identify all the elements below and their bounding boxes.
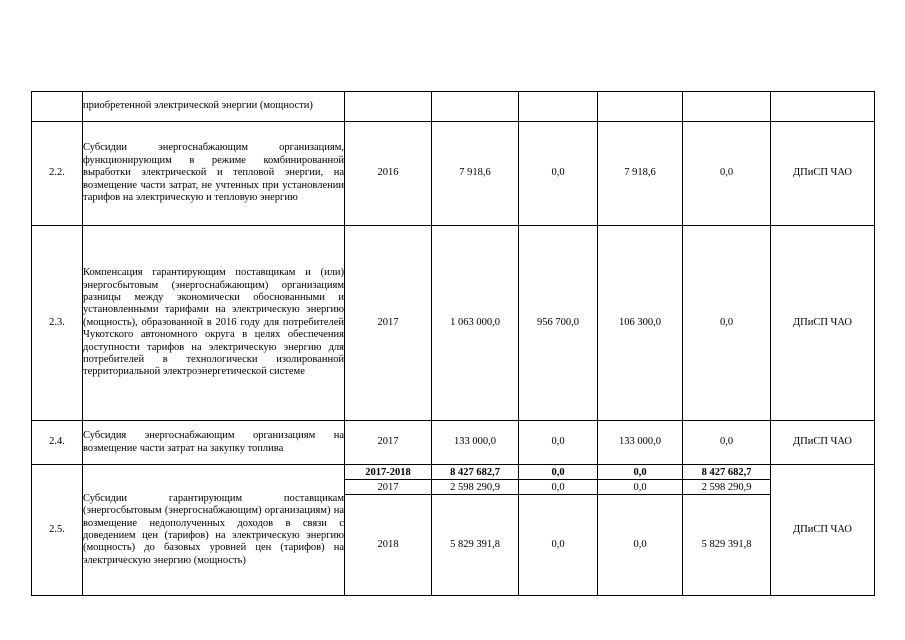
subrow-total: 8 427 682,7 (432, 465, 519, 480)
subrow-col2: 0,0 (519, 465, 598, 480)
table-row (32, 122, 875, 226)
subrow-year: 2017 (345, 480, 432, 495)
subrow-total: 2 598 290,9 (432, 480, 519, 495)
row-executor (771, 92, 875, 122)
subrow-col4: 5 829 391,8 (683, 495, 771, 596)
subrow-col3: 0,0 (598, 465, 683, 480)
row-col3 (598, 92, 683, 122)
row-number: 2.5. (32, 465, 83, 596)
subrow-col4: 2 598 290,9 (683, 480, 771, 495)
row-total: 133 000,0 (432, 421, 519, 465)
subrow-total: 5 829 391,8 (432, 495, 519, 596)
row-description: Субсидии гарантирующим поставщикам (энергосбытовым (энергоснабжающим) организациям) на возмещение недополученных доходов в связи с доведением цен (тарифов) на электрическую энергию (мощность) до базовых уровней цен (тарифов) на электрическую энергию (мощность) (83, 465, 345, 596)
subrow-year: 2017-2018 (345, 465, 432, 480)
row-col4 (683, 92, 771, 122)
subrow-year: 2018 (345, 495, 432, 596)
program-table (31, 91, 875, 596)
row-total: 1 063 000,0 (432, 226, 519, 421)
row-col4: 0,0 (683, 421, 771, 465)
row-number (32, 92, 83, 122)
subrow-col2: 0,0 (519, 480, 598, 495)
row-col2: 956 700,0 (519, 226, 598, 421)
row-year: 2016 (345, 122, 432, 226)
table-row (32, 92, 875, 122)
row-col2 (519, 92, 598, 122)
subrow-col2: 0,0 (519, 495, 598, 596)
row-col4: 0,0 (683, 122, 771, 226)
table-row (32, 465, 875, 480)
row-col2: 0,0 (519, 421, 598, 465)
table-row (32, 421, 875, 465)
row-col2: 0,0 (519, 122, 598, 226)
row-number: 2.3. (32, 226, 83, 421)
row-number: 2.2. (32, 122, 83, 226)
row-year (345, 92, 432, 122)
subrow-col3: 0,0 (598, 495, 683, 596)
row-col4: 0,0 (683, 226, 771, 421)
row-executor: ДПиСП ЧАО (771, 226, 875, 421)
row-executor: ДПиСП ЧАО (771, 122, 875, 226)
row-description: Компенсация гарантирующим поставщикам и (или) энергосбытовым (энергоснабжающим) организациям разницы между экономически обоснованными и установленными тарифами на электрическую энергию (мощность), образованной в 2016 году для потребителей Чукотского автономного округа в целях обеспечения доступности тарифов на электрическую энергию для потребителей в технологически изолированной территориальной электроэнергетической системе (83, 226, 345, 421)
row-total (432, 92, 519, 122)
row-description: приобретенной электрической энергии (мощности) (83, 92, 345, 122)
row-col3: 133 000,0 (598, 421, 683, 465)
row-col3: 7 918,6 (598, 122, 683, 226)
table-row (32, 226, 875, 421)
row-executor: ДПиСП ЧАО (771, 465, 875, 596)
row-description: Субсидии энергоснабжающим организациям, функционирующим в режиме комбинированной выработки электрической и тепловой энергии, на возмещение части затрат, не учтенных при установлении тарифов на электрическую и тепловую энергию (83, 122, 345, 226)
subrow-col3: 0,0 (598, 480, 683, 495)
row-year: 2017 (345, 226, 432, 421)
row-description: Субсидия энергоснабжающим организациям на возмещение части затрат на закупку топлива (83, 421, 345, 465)
row-total: 7 918,6 (432, 122, 519, 226)
row-executor: ДПиСП ЧАО (771, 421, 875, 465)
row-col3: 106 300,0 (598, 226, 683, 421)
subrow-col4: 8 427 682,7 (683, 465, 771, 480)
row-year: 2017 (345, 421, 432, 465)
row-number: 2.4. (32, 421, 83, 465)
